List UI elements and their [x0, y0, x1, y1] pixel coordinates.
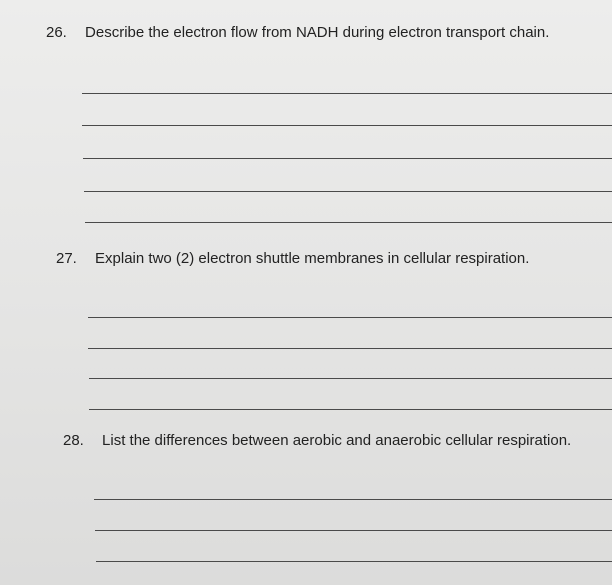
answer-line[interactable]	[85, 222, 612, 223]
question-number: 28.	[63, 432, 84, 449]
question-27	[56, 250, 529, 268]
answer-line[interactable]	[84, 191, 612, 192]
answer-line[interactable]	[95, 530, 612, 531]
answer-line[interactable]	[82, 93, 612, 94]
question-text: Explain two (2) electron shuttle membranes in cellular respiration.	[95, 250, 530, 267]
question-text: List the differences between aerobic and anaerobic cellular respiration.	[102, 432, 572, 449]
question-26	[46, 24, 549, 42]
answer-line[interactable]	[88, 317, 612, 318]
question-number: 26.	[46, 24, 67, 41]
answer-line[interactable]	[83, 158, 612, 159]
answer-line[interactable]	[89, 378, 612, 379]
question-28	[63, 432, 571, 450]
answer-line[interactable]	[96, 561, 612, 562]
question-number: 27.	[56, 250, 77, 267]
answer-line[interactable]	[89, 409, 612, 410]
question-text: Describe the electron flow from NADH during electron transport chain.	[85, 24, 550, 41]
answer-line[interactable]	[88, 348, 612, 349]
answer-line[interactable]	[82, 125, 612, 126]
answer-line[interactable]	[94, 499, 612, 500]
